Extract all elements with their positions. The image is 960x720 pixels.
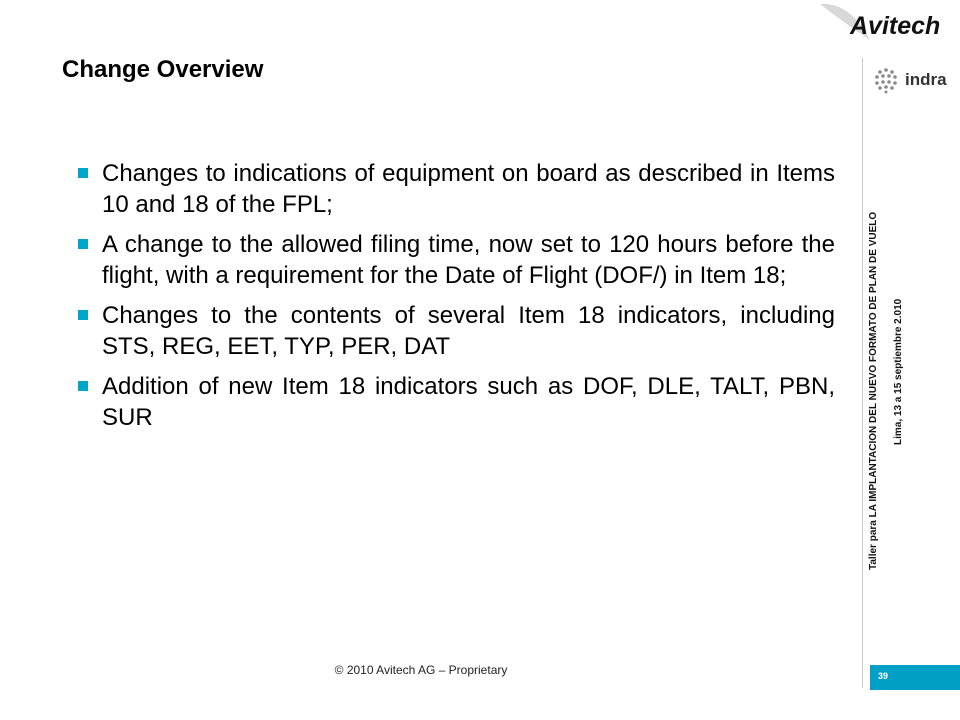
bullet-text: Changes to indications of equipment on board as described in Items 10 and 18 of the FPL; bbox=[102, 160, 835, 218]
bullet-item bbox=[70, 229, 835, 291]
page-number: 39 bbox=[878, 671, 889, 681]
square-bullet-icon bbox=[78, 310, 88, 320]
avitech-logo: Avitech bbox=[850, 12, 941, 40]
square-bullet-icon bbox=[78, 239, 88, 249]
indra-logo: indra bbox=[905, 70, 947, 89]
bullet-item bbox=[70, 371, 835, 433]
indra-globe-icon bbox=[872, 66, 900, 94]
copyright-footer: © 2010 Avitech AG – Proprietary bbox=[334, 663, 508, 677]
square-bullet-icon bbox=[78, 381, 88, 391]
bullet-text: Addition of new Item 18 indicators such as DOF, DLE, TALT, PBN, SUR bbox=[102, 373, 835, 431]
sidebar-divider bbox=[862, 58, 863, 688]
slide-title: Change Overview bbox=[62, 56, 264, 83]
event-date-vertical: Lima, 13 a 15 septiembre 2.010 bbox=[893, 298, 904, 445]
bullet-text: Changes to the contents of several Item 18 indicators, including STS, REG, EET, TYP, PER, DAT bbox=[102, 302, 835, 360]
page-number-box bbox=[870, 665, 960, 690]
bullet-item bbox=[70, 158, 835, 220]
square-bullet-icon bbox=[78, 168, 88, 178]
bullet-text: A change to the allowed filing time, now set to 120 hours before the flight, with a requirement for the Date of Flight (DOF/) in Item 18; bbox=[102, 231, 835, 289]
bullet-list bbox=[70, 158, 835, 442]
event-title-vertical: Taller para LA IMPLANTACION DEL NUEVO FORMATO DE PLAN DE VUELO bbox=[868, 211, 879, 570]
bullet-item bbox=[70, 300, 835, 362]
